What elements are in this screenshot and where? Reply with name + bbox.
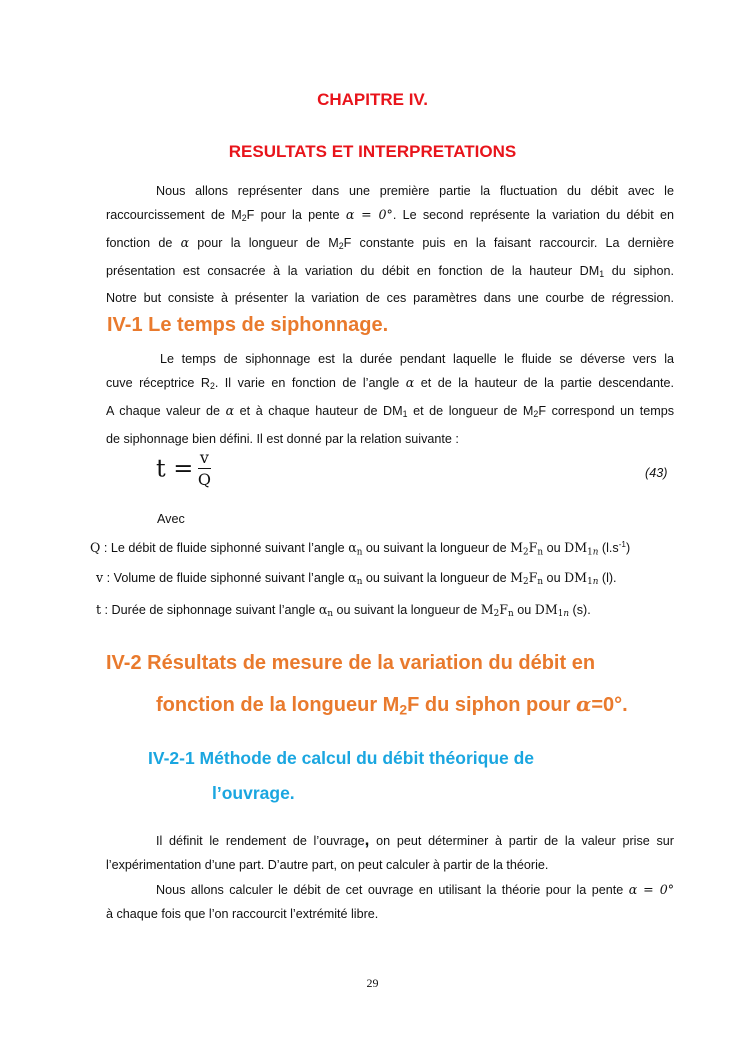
section-heading-iv-2-line1: IV-2 Résultats de mesure de la variation du débit en xyxy=(106,652,596,674)
intro-line: raccourcissement de $M_2F$ pour la pente α = 0°. Le second représente la variation du débit en xyxy=(106,207,674,224)
outro-line: l’expérimentation d’une part. D’autre part, on peut calculer à partir de la théorie. xyxy=(106,858,549,873)
section1-line: cuve réceptrice $R_2$. Il varie en fonction de l’angle α et de la hauteur de la partie descendante. xyxy=(106,375,674,392)
section1-line: Le temps de siphonnage est la durée pendant laquelle le fluide se déverse vers la xyxy=(160,352,674,366)
legend-v: v : Volume de fluide siphonné suivant l’angle $\alpha_n$ ou suivant la longueur de $M_2F_n$ ou $DM_{1n}$ (l). xyxy=(96,570,617,588)
avec-label: Avec xyxy=(157,512,185,526)
legend-q: Q : Le débit de fluide siphonné suivant l’angle $\alpha_n$ ou suivant la longueur de $M_2F_n$ ou $DM_{1n}$ $(l.s^{-1})$ xyxy=(90,540,631,558)
outro-paragraph xyxy=(106,828,674,927)
outro-line: Nous allons calculer le débit de cet ouvrage en utilisant la théorie pour la pente α = 0° xyxy=(156,881,674,897)
section-heading-iv-1: IV-1 Le temps de siphonnage. xyxy=(107,314,389,336)
equation-43 xyxy=(156,448,211,489)
page-number: 29 xyxy=(366,976,379,990)
intro-line: Nous allons représenter dans une première partie la fluctuation du débit avec le xyxy=(156,184,674,198)
section-heading-iv-2-1-line2: l’ouvrage. xyxy=(212,783,295,803)
section1-paragraph xyxy=(106,347,674,451)
intro-line: fonction de α pour la longueur de $M_2F$ constante puis en la faisant raccourcir. La dernière xyxy=(106,235,674,252)
equation-lhs: t = xyxy=(156,454,194,483)
section1-line: de siphonnage bien défini. Il est donné par la relation suivante : xyxy=(106,431,459,446)
intro-line: présentation est consacrée à la variation du débit en fonction de la hauteur $DM_1$ du siphon. xyxy=(106,263,674,279)
equation-numerator: v xyxy=(198,448,211,469)
legend-t: t : Durée de siphonnage suivant l’angle $\alpha_n$ ou suivant la longueur de $M_2F_n$ ou $DM_{1n}$ (s). xyxy=(96,602,591,620)
outro-line: Il définit le rendement de l’ouvrage, on peut déterminer à partir de la valeur prise sur xyxy=(156,830,674,849)
intro-line: Notre but consiste à présenter la variation de ces paramètres dans une courbe de régression. xyxy=(106,291,674,306)
intro-paragraph xyxy=(106,179,674,311)
outro-line: à chaque fois que l’on raccourcit l’extrémité libre. xyxy=(106,907,379,922)
chapter-subtitle: RESULTATS ET INTERPRETATIONS xyxy=(228,142,517,161)
equation-fraction xyxy=(198,448,211,489)
section1-line: A chaque valeur de α et à chaque hauteur de $DM_1$ et de longueur de $M_2F$ correspond un temps xyxy=(106,403,675,420)
section-heading-iv-2-1-line1: IV-2-1 Méthode de calcul du débit théorique de xyxy=(148,748,535,768)
equation-number: (43) xyxy=(645,466,668,480)
equation-denominator: Q xyxy=(197,470,211,489)
chapter-title: CHAPITRE IV. xyxy=(317,90,428,109)
section-heading-iv-2-line2: fonction de la longueur $M_2F$ du siphon pour α=0°. xyxy=(156,692,628,718)
